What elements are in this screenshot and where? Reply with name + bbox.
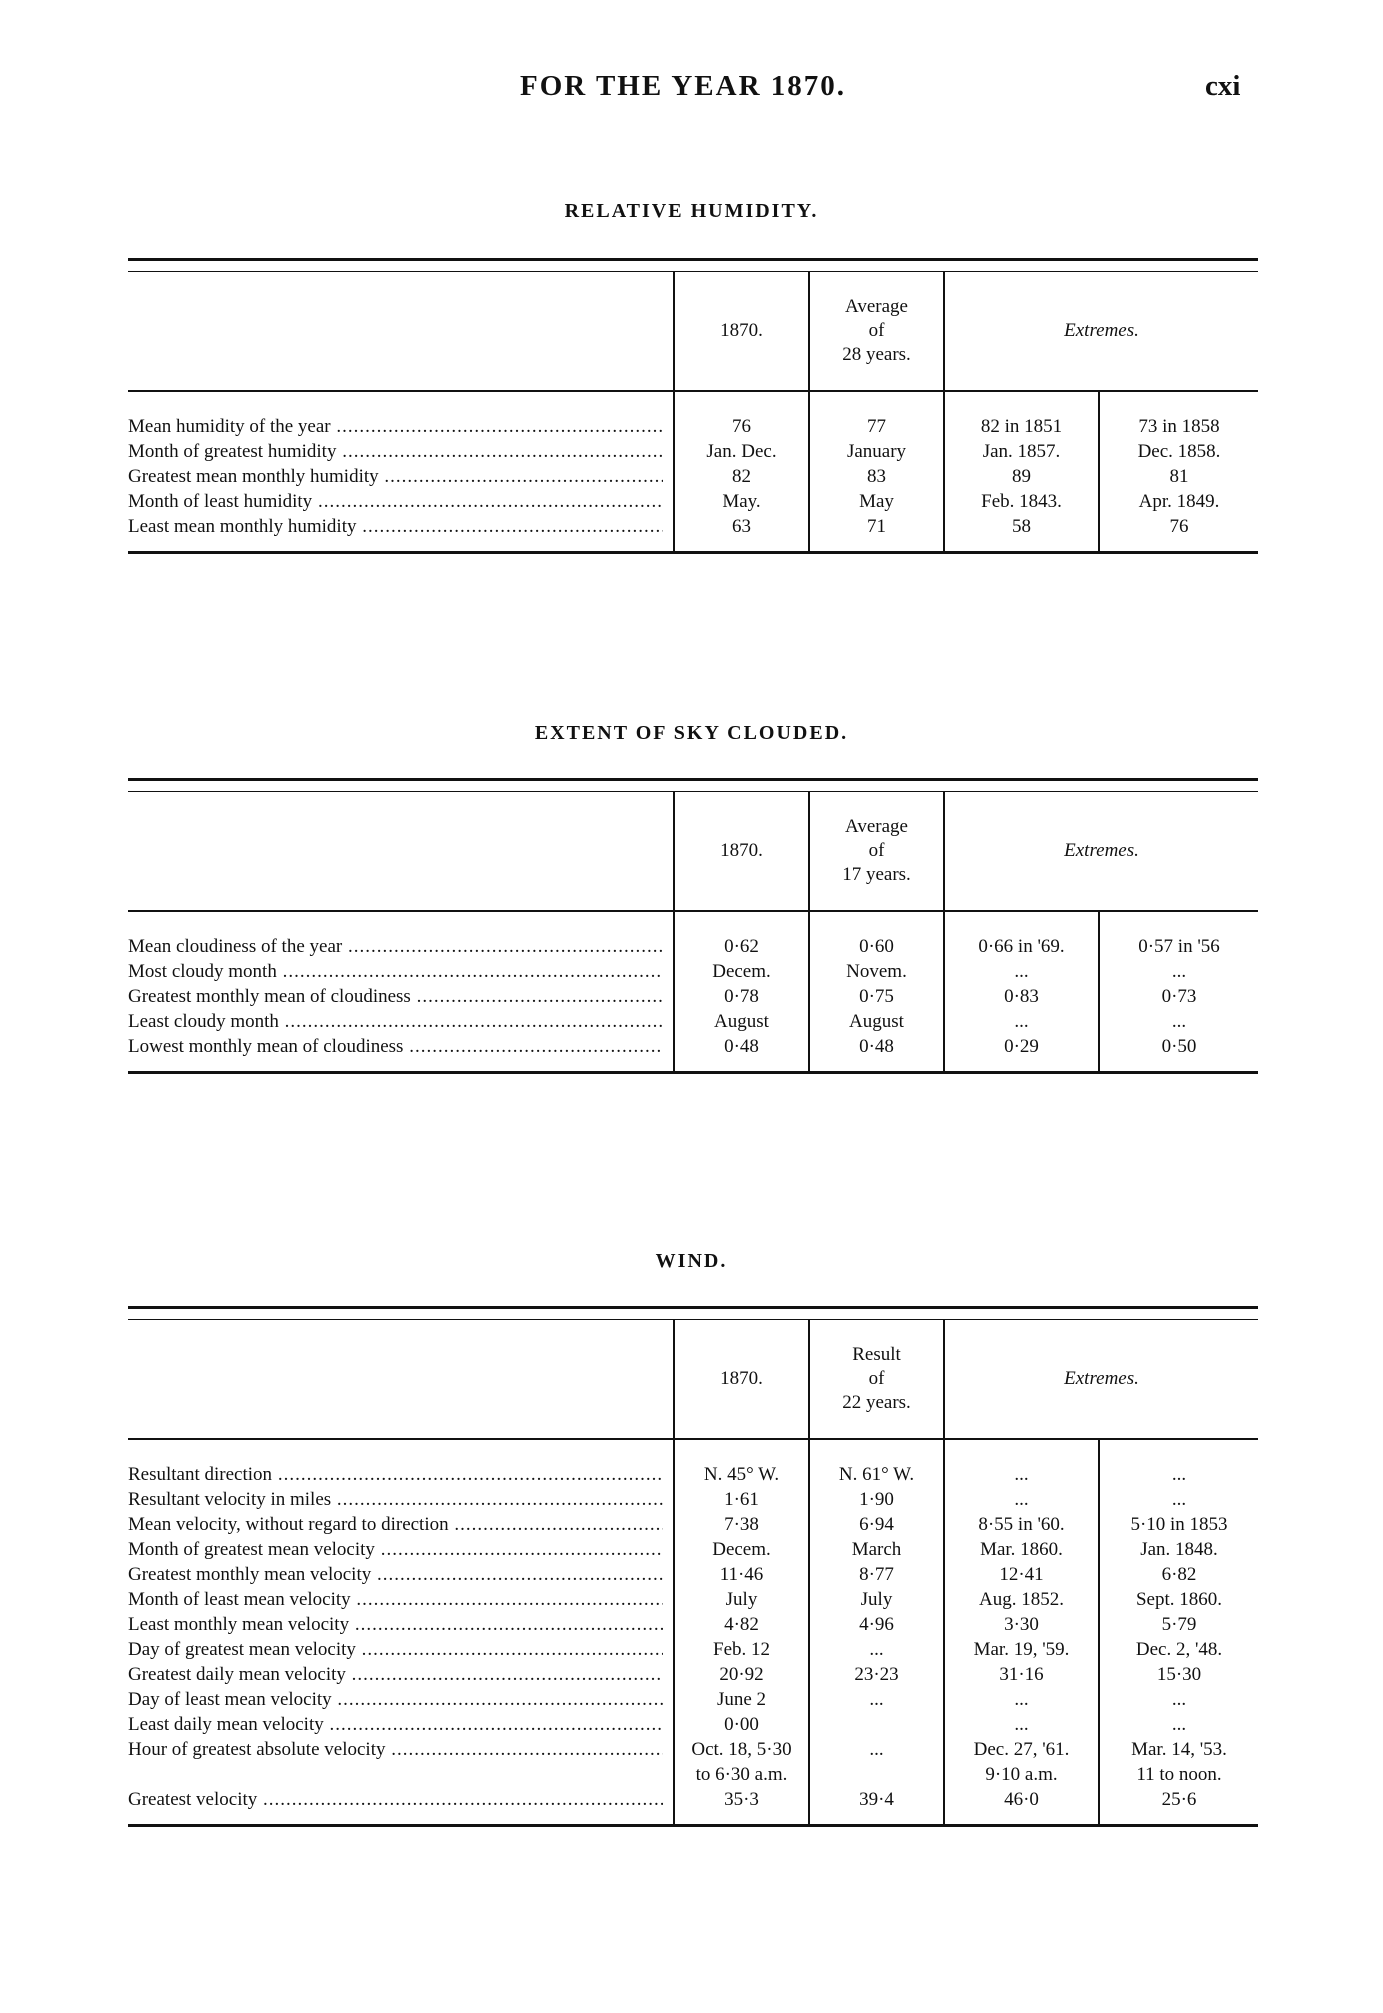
wind-table — [128, 1306, 1258, 1827]
humidity-row-label: Least mean monthly humidity ..... — [128, 514, 663, 539]
wind-row-label: Day of greatest mean velocity ..... — [128, 1637, 663, 1662]
wind-title: WIND. — [655, 1250, 728, 1272]
sky-row-extreme-low: 0·50 — [1161, 1036, 1197, 1057]
sky-top-rule — [128, 778, 1258, 792]
humidity-row-1870: 82 — [732, 466, 751, 487]
sky-row-average: August — [849, 1011, 904, 1032]
wind-row-average: March — [851, 1539, 902, 1560]
humidity-title: RELATIVE HUMIDITY. — [564, 200, 819, 222]
wind-labels-column — [128, 1440, 673, 1824]
wind-row-extreme-high: ... — [1014, 1489, 1029, 1510]
humidity-header-blank — [128, 272, 673, 392]
humidity-row-label: Month of least humidity ..... — [128, 489, 663, 514]
wind-row-1870: 20·92 — [719, 1664, 764, 1685]
wind-row-extreme-low: Jan. 1848. — [1140, 1539, 1218, 1560]
humidity-row-extreme-low: Dec. 1858. — [1137, 441, 1221, 462]
wind-row-label: Resultant velocity in miles ..... — [128, 1487, 663, 1512]
running-title: FOR THE YEAR 1870. — [520, 70, 847, 102]
wind-grid — [128, 1320, 1258, 1824]
wind-row-extreme-high: ... — [1014, 1714, 1029, 1735]
wind-row-average: 4·96 — [859, 1614, 894, 1635]
wind-row-1870: to 6·30 a.m. — [695, 1764, 788, 1785]
wind-row-1870: 35·3 — [724, 1789, 759, 1810]
wind-row-label: Mean velocity, without regard to direction ..... — [128, 1512, 663, 1537]
sky-row-1870: 0·48 — [724, 1036, 759, 1057]
sky-row-average: 0·75 — [859, 986, 894, 1007]
humidity-header-average-line: 28 years. — [842, 344, 911, 365]
humidity-row-label: Month of greatest humidity ..... — [128, 439, 663, 464]
humidity-bottom-rule — [128, 551, 1258, 554]
humidity-average-column — [808, 392, 943, 551]
wind-row-extreme-low: ... — [1171, 1464, 1187, 1485]
wind-row-average — [810, 1762, 943, 1787]
wind-row-label: Least daily mean velocity ..... — [128, 1712, 663, 1737]
sky-row-label: Most cloudy month ..... — [128, 959, 663, 984]
humidity-row-average: May — [859, 491, 894, 512]
sky-row-label: Greatest monthly mean of cloudiness ..... — [128, 984, 663, 1009]
sky-labels-column — [128, 912, 673, 1071]
humidity-header-average-line: Average — [845, 296, 908, 317]
wind-header-average-line: Result — [852, 1344, 901, 1365]
wind-row-extreme-low: 25·6 — [1161, 1789, 1197, 1810]
wind-row-label: Least monthly mean velocity ..... — [128, 1612, 663, 1637]
sky-bottom-rule — [128, 1071, 1258, 1074]
humidity-row-extreme-low: Apr. 1849. — [1138, 491, 1220, 512]
wind-average-column — [808, 1440, 943, 1824]
wind-header-average-line: 22 years. — [842, 1392, 911, 1413]
sky-row-extreme-low: ... — [1171, 1011, 1187, 1032]
wind-header-blank — [128, 1320, 673, 1440]
sky-header-average-line: 17 years. — [842, 864, 911, 885]
wind-row-1870: N. 45° W. — [703, 1464, 780, 1485]
humidity-header-extremes: Extremes. — [943, 272, 1258, 392]
wind-top-rule — [128, 1306, 1258, 1320]
wind-row-extreme-high: Mar. 19, '59. — [973, 1639, 1070, 1660]
sky-row-extreme-low: ... — [1171, 961, 1187, 982]
wind-row-extreme-high: Dec. 27, '61. — [973, 1739, 1070, 1760]
page-header — [0, 70, 1383, 110]
wind-row-label: Greatest velocity ..... — [128, 1787, 663, 1812]
sky-row-extreme-high: ... — [1014, 1011, 1029, 1032]
wind-year-column — [673, 1440, 808, 1824]
wind-row-extreme-low: ... — [1171, 1689, 1187, 1710]
wind-row-average: ... — [869, 1739, 884, 1760]
wind-row-extreme-low: 6·82 — [1161, 1564, 1197, 1585]
humidity-year-column — [673, 392, 808, 551]
humidity-row-1870: 63 — [732, 516, 751, 537]
sky-header-average — [808, 792, 943, 912]
wind-extreme-high-column — [943, 1440, 1098, 1824]
sky-row-extreme-high: ... — [1014, 961, 1029, 982]
humidity-row-extreme-high: 89 — [1012, 466, 1031, 487]
sky-row-1870: Decem. — [712, 961, 771, 982]
sky-title: EXTENT OF SKY CLOUDED. — [534, 722, 849, 744]
wind-row-extreme-low: 11 to noon. — [1136, 1764, 1222, 1785]
wind-row-extreme-low: Dec. 2, '48. — [1135, 1639, 1223, 1660]
humidity-row-average: 83 — [867, 466, 886, 487]
wind-row-extreme-low: ... — [1171, 1714, 1187, 1735]
sky-row-1870: 0·78 — [724, 986, 759, 1007]
humidity-header-average-line: of — [868, 320, 885, 341]
wind-row-extreme-low: 5·79 — [1161, 1614, 1197, 1635]
wind-header-average-line: of — [868, 1368, 885, 1389]
sky-header-blank — [128, 792, 673, 912]
sky-row-average: 0·48 — [859, 1036, 894, 1057]
wind-row-extreme-high: 46·0 — [1004, 1789, 1039, 1810]
humidity-row-extreme-high: Jan. 1857. — [982, 441, 1061, 462]
wind-row-average: 23·23 — [854, 1664, 899, 1685]
humidity-row-extreme-low: 81 — [1169, 466, 1189, 487]
sky-extreme-high-column — [943, 912, 1098, 1071]
wind-row-1870: July — [725, 1589, 758, 1610]
sky-header-average-line: of — [868, 840, 885, 861]
humidity-header-year: 1870. — [673, 272, 808, 392]
humidity-row-extreme-high: 58 — [1012, 516, 1031, 537]
wind-row-label — [128, 1762, 663, 1787]
wind-row-extreme-low: 15·30 — [1156, 1664, 1202, 1685]
wind-row-1870: June 2 — [716, 1689, 767, 1710]
sky-row-1870: 0·62 — [724, 936, 759, 957]
humidity-row-1870: May. — [722, 491, 761, 512]
sky-row-extreme-high: 0·83 — [1004, 986, 1039, 1007]
humidity-row-1870: 76 — [732, 416, 751, 437]
humidity-top-rule — [128, 258, 1258, 272]
wind-row-average: 8·77 — [859, 1564, 894, 1585]
wind-row-1870: Decem. — [712, 1539, 771, 1560]
wind-bottom-rule — [128, 1824, 1258, 1827]
sky-table — [128, 778, 1258, 1074]
sky-grid — [128, 792, 1258, 1071]
humidity-table — [128, 258, 1258, 554]
sky-row-1870: August — [714, 1011, 769, 1032]
humidity-row-extreme-high: 82 in 1851 — [980, 416, 1063, 437]
wind-row-1870: 4·82 — [724, 1614, 759, 1635]
sky-row-average: 0·60 — [859, 936, 894, 957]
humidity-row-1870: Jan. Dec. — [706, 441, 777, 462]
sky-row-label: Mean cloudiness of the year ..... — [128, 934, 663, 959]
wind-row-average — [810, 1712, 943, 1737]
humidity-grid — [128, 272, 1258, 551]
wind-row-extreme-high: 31·16 — [999, 1664, 1044, 1685]
wind-row-1870: 11·46 — [719, 1564, 764, 1585]
wind-row-1870: 7·38 — [724, 1514, 759, 1535]
wind-row-label: Greatest monthly mean velocity ..... — [128, 1562, 663, 1587]
humidity-row-average: 71 — [867, 516, 886, 537]
wind-row-extreme-high: 8·55 in '60. — [978, 1514, 1065, 1535]
wind-row-extreme-high: 9·10 a.m. — [985, 1764, 1058, 1785]
wind-row-extreme-high: ... — [1014, 1689, 1029, 1710]
sky-year-column — [673, 912, 808, 1071]
wind-row-extreme-high: 12·41 — [999, 1564, 1044, 1585]
sky-average-column — [808, 912, 943, 1071]
wind-row-label: Month of least mean velocity ..... — [128, 1587, 663, 1612]
sky-row-extreme-low: 0·57 in '56 — [1138, 936, 1220, 957]
humidity-labels-column — [128, 392, 673, 551]
humidity-header-average — [808, 272, 943, 392]
sky-row-extreme-high: 0·29 — [1004, 1036, 1039, 1057]
page-number: cxi — [1205, 70, 1241, 102]
wind-row-1870: 1·61 — [724, 1489, 759, 1510]
wind-row-1870: Oct. 18, 5·30 — [691, 1739, 792, 1760]
sky-header-average-line: Average — [845, 816, 908, 837]
humidity-row-label: Greatest mean monthly humidity ..... — [128, 464, 663, 489]
wind-row-extreme-high: Aug. 1852. — [979, 1589, 1064, 1610]
sky-row-label: Lowest monthly mean of cloudiness ..... — [128, 1034, 663, 1059]
humidity-extreme-high-column — [943, 392, 1098, 551]
wind-row-extreme-high: ... — [1014, 1464, 1029, 1485]
wind-extreme-low-column — [1098, 1440, 1258, 1824]
wind-header-extremes: Extremes. — [943, 1320, 1258, 1440]
wind-row-label: Month of greatest mean velocity ..... — [128, 1537, 663, 1562]
wind-row-extreme-low: Mar. 14, '53. — [1131, 1739, 1227, 1760]
sky-row-extreme-low: 0·73 — [1161, 986, 1197, 1007]
wind-row-average: ... — [869, 1689, 884, 1710]
wind-row-extreme-low: Sept. 1860. — [1135, 1589, 1223, 1610]
humidity-row-extreme-high: Feb. 1843. — [981, 491, 1062, 512]
humidity-extreme-low-column — [1098, 392, 1258, 551]
sky-row-label: Least cloudy month ..... — [128, 1009, 663, 1034]
wind-row-extreme-high: Mar. 1860. — [980, 1539, 1063, 1560]
wind-row-extreme-low: 5·10 in 1853 — [1130, 1514, 1228, 1535]
wind-row-average: ... — [869, 1639, 884, 1660]
humidity-row-label: Mean humidity of the year ..... — [128, 414, 663, 439]
humidity-row-average: 77 — [867, 416, 886, 437]
humidity-row-average: January — [846, 441, 907, 462]
wind-row-average: 39·4 — [859, 1789, 894, 1810]
wind-row-label: Resultant direction ..... — [128, 1462, 663, 1487]
sky-header-year: 1870. — [673, 792, 808, 912]
wind-row-average: 1·90 — [859, 1489, 894, 1510]
wind-row-average: N. 61° W. — [838, 1464, 915, 1485]
sky-header-extremes: Extremes. — [943, 792, 1258, 912]
wind-row-label: Day of least mean velocity ..... — [128, 1687, 663, 1712]
wind-row-average: 6·94 — [859, 1514, 894, 1535]
wind-row-label: Greatest daily mean velocity ..... — [128, 1662, 663, 1687]
wind-row-extreme-low: ... — [1171, 1489, 1187, 1510]
sky-extreme-low-column — [1098, 912, 1258, 1071]
humidity-row-extreme-low: 73 in 1858 — [1138, 416, 1220, 437]
wind-row-average: July — [860, 1589, 893, 1610]
wind-row-1870: Feb. 12 — [713, 1639, 770, 1660]
wind-row-1870: 0·00 — [724, 1714, 759, 1735]
sky-row-average: Novem. — [846, 961, 907, 982]
wind-header-average — [808, 1320, 943, 1440]
wind-row-extreme-high: 3·30 — [1004, 1614, 1039, 1635]
wind-header-year: 1870. — [673, 1320, 808, 1440]
wind-row-label: Hour of greatest absolute velocity ..... — [128, 1737, 663, 1762]
sky-row-extreme-high: 0·66 in '69. — [978, 936, 1065, 957]
humidity-row-extreme-low: 76 — [1169, 516, 1189, 537]
